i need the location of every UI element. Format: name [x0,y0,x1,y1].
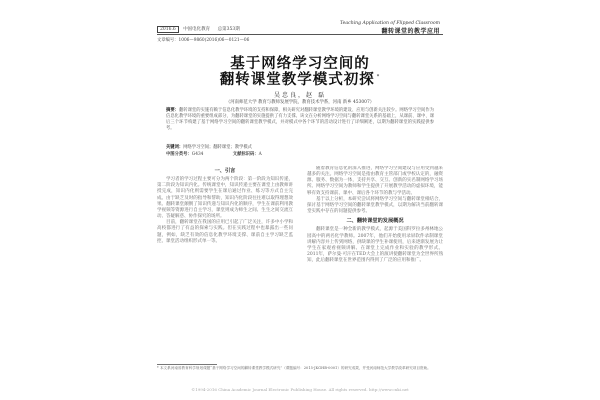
authors: 吴忠良，赵 磊 [274,92,326,99]
section-heading-overview: 二、翻转课堂的发展概况 [346,218,404,225]
doc-code-value: A [258,152,262,157]
affiliation: （河南师范大学 教育与教师发展学院，教育技术学系，河南 新乡 453007） [225,100,375,105]
title-line-2 [157,68,443,89]
abstract [166,108,434,132]
keywords-label: 关键词： [166,145,184,150]
clc-label: 中图分类号： [166,152,192,157]
body-column-right [307,166,443,264]
running-header-left [157,26,240,33]
body-column-left [157,166,293,245]
keywords-text: 网络学习空间；翻转课堂；教学模式 [183,145,252,150]
body-paragraph: 学习者的学习过程主要可分为两个阶段：第一阶段为知识传递，第二阶段为知识内化。传统课堂中，知识传递主要在课堂上由教师讲授完成，知识内化则需要学生在课后通过作业、练习等方式自主完成。由于缺乏及时的指导和帮助，知识内化阶段往往难以取得理想效果。翻转课堂颠倒了知识传递与知识内化的顺序，学生在课前利用教学视频等资源进行自主学习，课堂则成为师生之间、生生之间交流互动、答疑解惑、协作探究的场所。 [157,177,293,220]
body-paragraph: 基于以上分析，本研究尝试将网络学习空间与翻转课堂相结合，探讨基于网络学习空间的翻转课堂教学模式，以期为解决当前翻转课堂实践中存在的问题提供参考。 [307,196,443,215]
footnote-rule [157,364,217,365]
column-title-en: Teaching Application of Flipped Classroom [339,21,440,26]
body-paragraph: 随着教育信息化的深入推进，网络学习空间建设与应用受到越来越多的关注。网络学习空间是指由教育主管部门或学校认定的，融资源、服务、数据为一体，支持共享、交互、创新的实名制网络学习场所。网络学习空间为教师和学生提供了开展教学活动的虚拟环境，能够有效支持课前、课中、课后各个环节的教与学活动。 [307,166,443,196]
title-line-1: 基于网络学习空间的 [230,56,370,72]
abstract-text: 翻转课堂的实施有赖于信息化教学环境的支持和保障，相关研究对翻转课堂教学环境的建设、应用与创新关注较少。网络学习空间作为信息化教学环境的重要组成部分，为翻转课堂的实施提供了有力支撑。该文在分析网络学习空间与翻转课堂关系的基础上，从课前、课中、课后三个环节构建了基于网络学习空间的翻转课堂教学模式，并对模式中各个环节的活动设计进行了详细阐述，以期为翻转课堂的实践提供参考。 [166,108,434,131]
journal-name: 中国电化教育 [183,27,211,32]
running-header-right [340,21,440,35]
issue-tag: 2016.6 [157,26,179,33]
keywords [166,144,434,150]
doc-code-label: 文献标识码： [232,152,259,157]
issue-total: 总第353期 [217,27,240,32]
clc-value: G434 [191,152,204,157]
copyright-watermark: ©1994-2016 China Academic Journal Electronic Publishing House. All rights reserved. http://www.cnki.net [191,387,409,392]
body-paragraph: 目前，翻转课堂在我国的应用已引起了广泛关注，许多中小学和高校都进行了有益的探索与实践。但在实践过程中也暴露出一些问题，例如，缺乏有效的信息化教学环境支撑、课前自主学习缺乏监控、课堂活动组织形式单一等。 [157,220,293,244]
section-heading-intro: 一、引言 [214,168,236,174]
abstract-label: 摘要： [166,108,179,113]
header-rule [157,34,443,35]
title-footnote-mark: * [376,74,381,81]
column-title-cn: 翻转课堂的教学应用 [381,28,440,35]
footnote: * 本文系河南省教育科学规划课题“基于网络学习空间的翻转课堂教学模式研究”（课题编号：2015-JKGHB-0001）的研究成果，并受河南师范大学教学改革研究项目资助。 [157,366,431,370]
title-text-2: 翻转课堂教学模式初探 [219,72,375,88]
classification [166,151,434,157]
body-paragraph: 翻转课堂是一种全新的教学模式，起源于美国科罗拉多州林地公园高中的两名化学教师。2007年，他们开始使用录屏软件录制课堂讲解内容并上传到网络，供缺课的学生补课使用，后来逐渐发展为让学生在家观看视频讲解、在课堂上完成作业和实验的教学形式。2011年，萨尔曼·可汗在TED大会上的演讲使翻转课堂为全世界所熟知，此后翻转课堂在世界范围内得到了广泛的应用和推广。 [307,227,443,264]
article-number: 文章编号：1006—9860(2016)06—0121—06 [157,38,250,43]
